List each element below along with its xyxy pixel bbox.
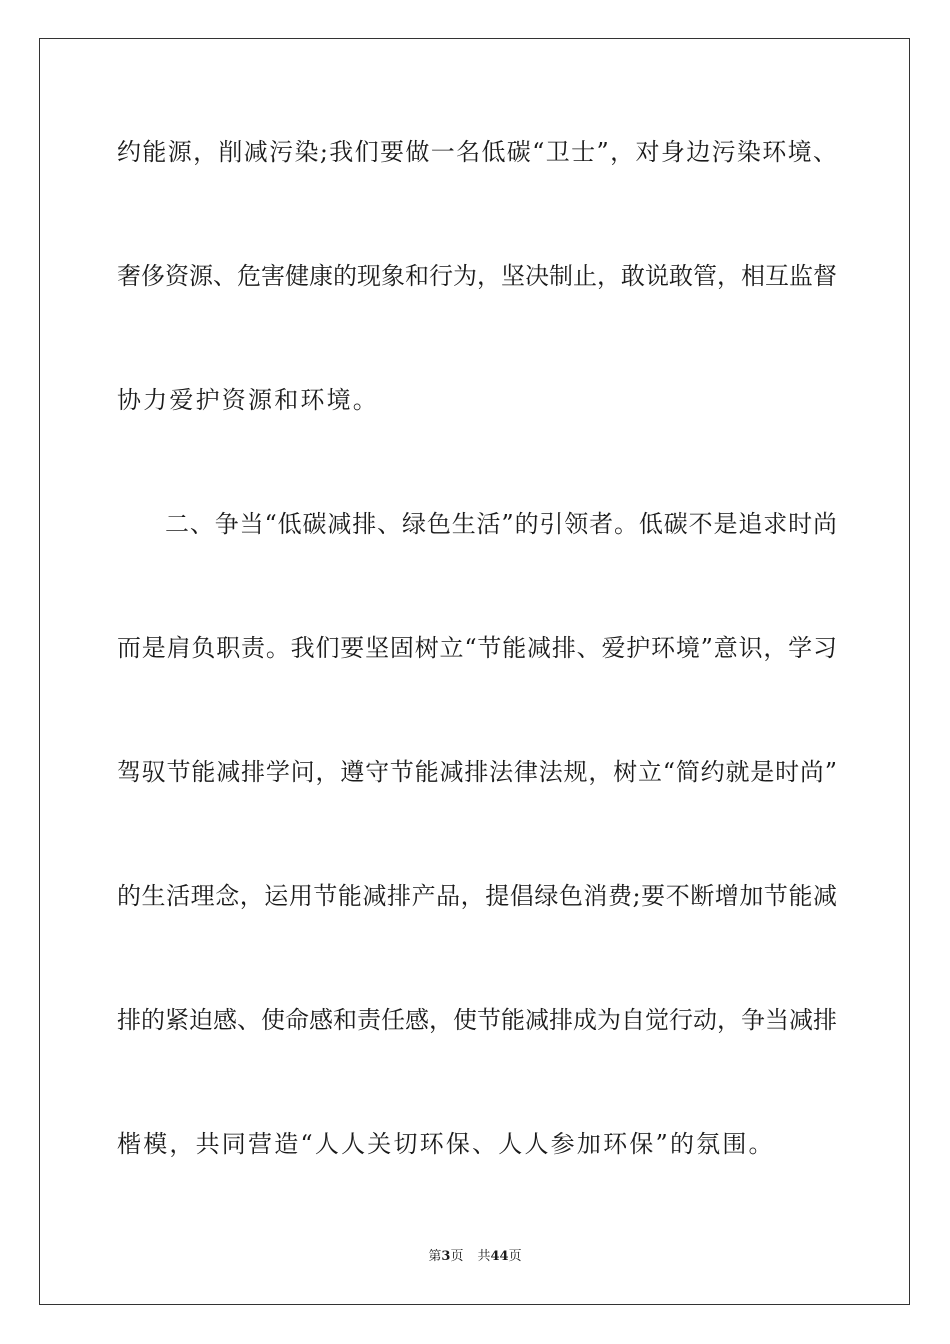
total-suffix: 页 xyxy=(508,1249,522,1264)
body-line-5: 而是肩负职责。我们要坚固树立“节能减排、爱护环境”意识，学习 xyxy=(117,634,837,662)
body-line-3: 协力爱护资源和环境。 xyxy=(117,386,379,414)
page-number-footer xyxy=(0,1248,950,1266)
body-line-8: 排的紧迫感、使命感和责任感，使节能减排成为自觉行动，争当减排 xyxy=(117,1006,837,1034)
current-page-number: 3 xyxy=(441,1249,451,1264)
page-border xyxy=(39,38,910,1305)
body-line-6: 驾驭节能减排学问，遵守节能减排法律法规，树立“简约就是时尚” xyxy=(117,758,837,786)
paragraph-2-first-line: 二、争当“低碳减排、绿色生活”的引领者。低碳不是追求时尚 xyxy=(165,510,837,538)
body-line-1: 约能源，削减污染;我们要做一名低碳“卫士”，对身边污染环境、 xyxy=(117,138,837,166)
total-pages-number: 44 xyxy=(490,1249,509,1264)
page-suffix: 页 xyxy=(450,1249,464,1264)
page-prefix: 第 xyxy=(428,1249,442,1264)
total-prefix: 共 xyxy=(477,1249,491,1264)
body-line-7: 的生活理念，运用节能减排产品，提倡绿色消费;要不断增加节能减 xyxy=(117,882,837,910)
body-line-2: 奢侈资源、危害健康的现象和行为，坚决制止，敢说敢管，相互监督 xyxy=(117,262,837,290)
body-line-9: 楷模，共同营造“人人关切环保、人人参加环保”的氛围。 xyxy=(117,1130,775,1158)
